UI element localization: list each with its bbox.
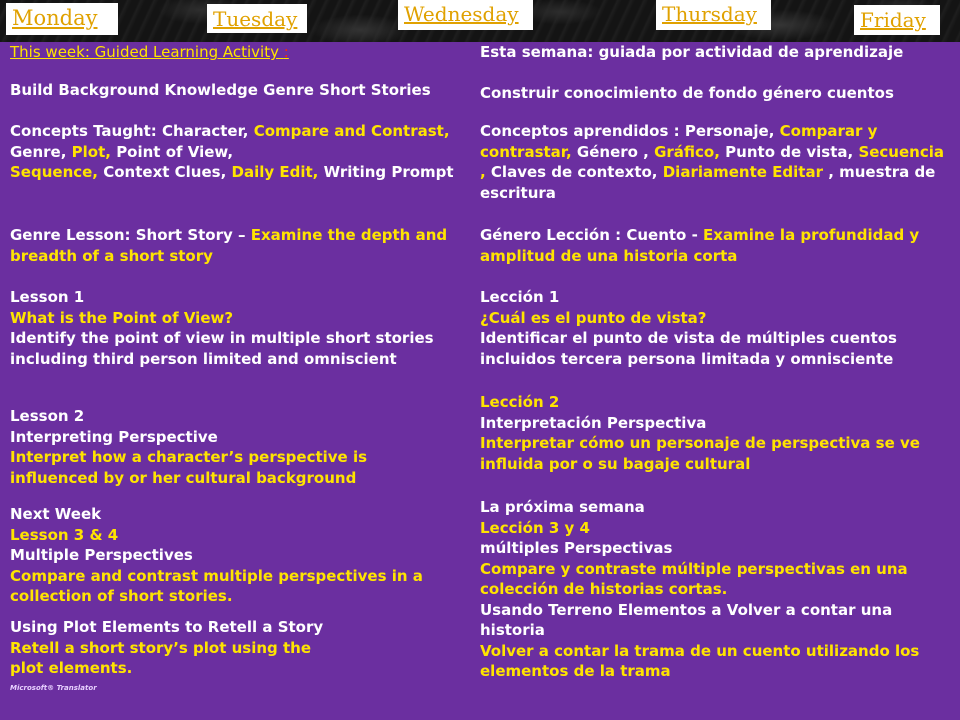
leccion-2-title: Lección 2	[480, 393, 560, 411]
tab-thursday[interactable]: Thursday	[656, 0, 771, 30]
conceptos-aprendidos: Conceptos aprendidos : Personaje, Comparar y contrastar, Género , Gráfico, Punto de vista, Secuencia , Claves de contexto, Diariamente Editar , muestra de escritura	[480, 122, 944, 202]
lesson-1-title: Lesson 1	[10, 288, 85, 306]
proxima-semana	[480, 497, 952, 682]
tab-monday[interactable]: Monday	[6, 3, 118, 35]
guided-learning-link[interactable]: This week: Guided Learning Activity :	[10, 43, 289, 61]
next-week	[10, 504, 470, 607]
leccion-1-description: Identificar el punto de vista de múltiples cuentos incluidos tercera persona limitada y omnisciente	[480, 329, 897, 368]
leccion-2-subtitle: Interpretación Perspectiva	[480, 413, 707, 432]
this-week-line	[10, 42, 470, 63]
plot-elements	[10, 617, 470, 679]
leccion-3-4-title: Lección 3 y 4	[480, 518, 590, 537]
leccion-2	[480, 392, 952, 474]
genre-lesson: Genre Lesson: Short Story – Examine the depth and breadth of a short story	[10, 226, 448, 265]
tab-tuesday[interactable]: Tuesday	[207, 4, 307, 33]
plot-elements-description: Retell a short story’s plot using the plot elements.	[10, 638, 312, 677]
leccion-1-question: ¿Cuál es el punto de vista?	[480, 308, 707, 327]
esta-semana: Esta semana: guiada por actividad de aprendizaje	[480, 43, 904, 61]
leccion-3-4-description: Compare y contraste múltiple perspectivas en una colección de historias cortas.	[480, 559, 908, 598]
leccion-1	[480, 287, 952, 369]
lesson-2	[10, 406, 470, 488]
concepts-taught: Concepts Taught: Character, Compare and Contrast, Genre, Plot, Point of View, Sequence, Context Clues, Daily Edit, Writing Prompt	[10, 122, 454, 181]
leccion-2-description: Interpretar cómo un personaje de perspectiva se ve influida por o su bagaje cultural	[480, 434, 920, 473]
lesson-1-description: Identify the point of view in multiple short stories including third person limited and omniscient	[10, 329, 434, 368]
leccion-3-4-subtitle: múltiples Perspectivas	[480, 539, 673, 557]
terreno-elementos-title: Usando Terreno Elementos a Volver a contar una historia	[480, 600, 893, 639]
construir-conocimiento: Construir conocimiento de fondo género cuentos	[480, 84, 894, 102]
lesson-2-title: Lesson 2	[10, 407, 85, 425]
lesson-2-description: Interpret how a character’s perspective is influenced by or her cultural background	[10, 448, 368, 487]
tab-friday[interactable]: Friday	[854, 5, 940, 35]
content-panel	[0, 42, 960, 720]
proxima-semana-heading: La próxima semana	[480, 498, 645, 516]
lesson-3-4-subtitle: Multiple Perspectives	[10, 546, 193, 564]
lesson-1	[10, 287, 470, 369]
background-knowledge: Build Background Knowledge Genre Short Stories	[10, 81, 431, 99]
translator-credit: Microsoft® Translator	[10, 684, 97, 692]
lesson-2-subtitle: Interpreting Perspective	[10, 427, 218, 446]
lesson-3-4-title: Lesson 3 & 4	[10, 525, 119, 544]
lesson-1-question: What is the Point of View?	[10, 308, 234, 327]
genero-leccion: Género Lección : Cuento - Examine la profundidad y amplitud de una historia corta	[480, 226, 920, 265]
next-week-heading: Next Week	[10, 505, 102, 523]
tab-wednesday[interactable]: Wednesday	[398, 0, 533, 30]
plot-elements-title: Using Plot Elements to Retell a Story	[10, 618, 324, 636]
lesson-3-4-description: Compare and contrast multiple perspectives in a collection of short stories.	[10, 566, 423, 605]
leccion-1-title: Lección 1	[480, 288, 560, 306]
trama-description: Volver a contar la trama de un cuento utilizando los elementos de la trama	[480, 641, 920, 680]
